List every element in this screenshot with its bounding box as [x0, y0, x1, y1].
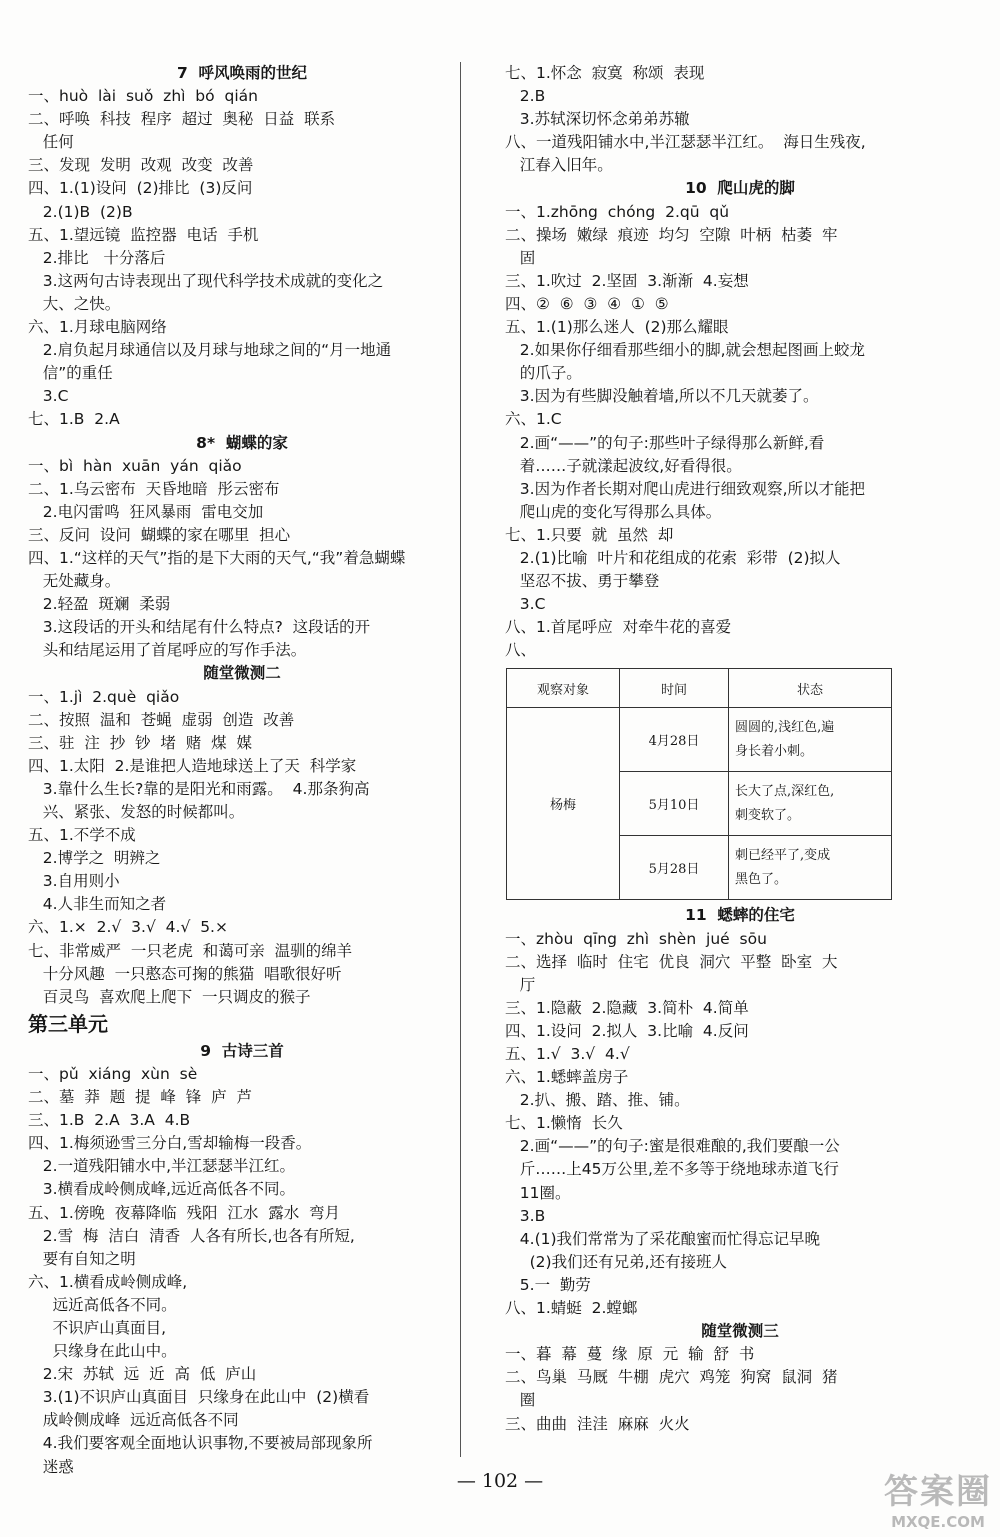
state-line: 身长着小刺。 [735, 743, 814, 759]
answer-line: 四、1.(1)设问 (2)排比 (3)反问 [28, 179, 253, 198]
table-header-state: 状态 [729, 669, 892, 708]
answer-line: 3.因为作者长期对爬山虎进行细致观察,所以才能把 [505, 479, 865, 498]
answer-line: 一、pǔ xiáng xùn sè [28, 1064, 198, 1083]
table-cell-state [729, 836, 892, 900]
answer-line: 3.这段话的开头和结尾有什么特点? 这段话的开 [28, 618, 371, 637]
page-number: — 102 — [456, 1470, 544, 1492]
state-line: 圆圆的,浅红色,遍 [735, 719, 835, 735]
answer-line: 二、鸟巢 马厩 牛棚 虎穴 鸡笼 狗窝 鼠洞 猪 [505, 1368, 838, 1387]
answer-line: 八、一道残阳铺水中,半江瑟瑟半江红。 海日生残夜, [505, 133, 866, 152]
answer-line: 四、② ⑥ ③ ④ ① ⑤ [505, 294, 669, 313]
answer-line: 七、非常威严 一只老虎 和蔼可亲 温驯的绵羊 [28, 941, 353, 960]
answer-line: 头和结尾运用了首尾呼应的写作手法。 [28, 641, 307, 660]
answer-line: 2.轻盈 斑斓 柔弱 [28, 595, 171, 614]
answer-line: 六、1.蟋蟀盖房子 [505, 1068, 629, 1087]
answer-line: 2.博学之 明辨之 [28, 849, 161, 868]
answer-line: 六、1.月球电脑网络 [28, 318, 167, 337]
answer-line: 2.扒、搬、踏、推、铺。 [505, 1091, 690, 1110]
answer-line: 四、1.“这样的天气”指的是下大雨的天气,“我”着急蝴蝶 [28, 548, 406, 567]
answer-line: 二、墓 莽 题 提 峰 锋 庐 芦 [28, 1088, 252, 1107]
section-heading: 10 爬山虎的脚 [685, 179, 795, 198]
answer-line: 二、操场 嫩绿 痕迹 均匀 空隙 叶柄 枯萎 牢 [505, 225, 838, 244]
answer-line: 八、1.首尾呼应 对牵牛花的喜爱 [505, 618, 732, 637]
answer-line: 二、呼唤 科技 程序 超过 奥秘 日益 联系 [28, 110, 336, 129]
section-heading: 7 呼风唤雨的世纪 [176, 64, 308, 82]
right-column-bottom [505, 904, 975, 1435]
section-heading: 随堂微测三 [701, 1322, 779, 1341]
answer-line: 4.(1)我们常常为了采花酿蜜而忙得忘记早晚 [505, 1229, 821, 1248]
section-heading: 9 古诗三首 [200, 1041, 284, 1060]
state-line: 刺变软了。 [735, 807, 801, 823]
answer-line: 七、1.B 2.A [28, 410, 120, 429]
table-cell-date: 5月28日 [620, 836, 729, 900]
answer-line: 3.C [28, 387, 69, 406]
answer-line: 只缘身在此山中。 [28, 1342, 177, 1361]
observation-table [506, 668, 892, 900]
answer-line: 2.肩负起月球通信以及月球与地球之间的“月一地通 [28, 341, 392, 360]
answer-line: 爬山虎的变化写得那么具体。 [505, 502, 722, 521]
answer-line: 六、1.C [505, 410, 562, 429]
answer-line: 要有自知之明 [28, 1249, 136, 1268]
answer-line: 不识庐山真面目, [28, 1318, 167, 1337]
answer-line: 的爪子。 [505, 364, 582, 383]
answer-line: 信”的重任 [28, 364, 113, 383]
table-cell-date: 4月28日 [620, 708, 729, 772]
answer-line: 八、1.蜻蜓 2.螳螂 [505, 1299, 638, 1318]
answer-line: 一、bì hàn xuān yán qiǎo [28, 456, 242, 475]
answer-line: 四、1.设问 2.拟人 3.比喻 4.反问 [505, 1021, 749, 1040]
answer-line: 3.(1)不识庐山真面目 只缘身在此山中 (2)横看 [28, 1388, 370, 1407]
answer-line: 七、1.怀念 寂寞 称颂 表现 [505, 64, 705, 82]
answer-line: 2.雪 梅 洁白 清香 人各有所长,也各有所短, [28, 1226, 355, 1245]
answer-line: 五、1.√ 3.√ 4.√ [505, 1045, 630, 1063]
left-column [28, 62, 456, 1479]
answer-line: 固 [505, 248, 536, 267]
answer-line: 4.我们要客观全面地认识事物,不要被局部现象所 [28, 1434, 373, 1453]
answer-line: 5.一 勤劳 [505, 1275, 591, 1294]
answer-line: 二、按照 温和 苍蝇 虚弱 创造 改善 [28, 710, 295, 729]
watermark-text: 答案圈 [884, 1472, 992, 1512]
answer-line: 十分风趣 一只憨态可掬的熊猫 唱歌很好听 [28, 964, 342, 983]
answer-line: 坚忍不拔、勇于攀登 [505, 572, 660, 591]
answer-line: 3.横看成岭侧成峰,远近高低各不同。 [28, 1180, 295, 1199]
answer-line: 2.宋 苏轼 远 近 高 低 庐山 [28, 1365, 257, 1384]
answer-line: 3.靠什么生长?靠的是阳光和雨露。 4.那条狗高 [28, 779, 370, 798]
answer-line: 七、1.懒惰 长久 [505, 1114, 623, 1133]
answer-line: 3.自用则小 [28, 872, 120, 891]
answer-line: 四、1.太阳 2.是谁把人造地球送上了天 科学家 [28, 756, 357, 775]
answer-line: 一、1.zhōng chóng 2.qū qǔ [505, 202, 730, 221]
column-divider [460, 62, 461, 1457]
answer-line: (2)我们还有兄弟,还有接班人 [505, 1252, 728, 1271]
table-row [507, 708, 892, 772]
table-cell-date: 5月10日 [620, 772, 729, 836]
right-column [505, 62, 975, 1436]
answer-line: 三、发现 发明 改观 改变 改善 [28, 156, 254, 175]
watermark-url: MXQE.COM [891, 1513, 985, 1531]
table-cell-state [729, 772, 892, 836]
answer-line: 2.一道残阳铺水中,半江瑟瑟半江红。 [28, 1157, 295, 1176]
answer-line: 五、1.不学不成 [28, 826, 136, 845]
answer-line: 百灵鸟 喜欢爬上爬下 一只调皮的猴子 [28, 987, 311, 1006]
table-cell-state [729, 708, 892, 772]
answer-line: 远近高低各不同。 [28, 1295, 177, 1314]
answer-line: 一、zhòu qīng zhì shèn jué sōu [505, 929, 767, 948]
table-cell-subject: 杨梅 [507, 708, 620, 900]
answer-line: 3.C [505, 595, 546, 614]
answer-line: 大、之快。 [28, 294, 121, 313]
answer-line: 3.苏轼深切怀念弟弟苏辙 [505, 110, 690, 129]
answer-line: 三、反问 设问 蝴蝶的家在哪里 担心 [28, 525, 291, 544]
answer-line: 2.画“——”的句子:那些叶子绿得那么新鲜,看 [505, 433, 825, 452]
section-heading: 随堂微测二 [203, 664, 281, 683]
answer-line: 3.因为有些脚没触着墙,所以不几天就萎了。 [505, 387, 819, 406]
answer-line: 11圈。 [505, 1183, 571, 1202]
answer-line: 一、huò lài suǒ zhì bó qián [28, 87, 258, 106]
answer-line: 圈 [505, 1391, 536, 1410]
answer-line: 3.这两句古诗表现出了现代科学技术成就的变化之 [28, 271, 384, 290]
answer-line: 成岭侧成峰 远近高低各不同 [28, 1411, 239, 1430]
answer-line: 五、1.望远镜 监控器 电话 手机 [28, 225, 259, 244]
answer-line: 2.(1)B (2)B [28, 202, 133, 221]
answer-line: 2.如果你仔细看那些细小的脚,就会想起图画上蛟龙 [505, 341, 865, 360]
answer-line: 厅 [505, 975, 536, 994]
answer-line: 七、1.只要 就 虽然 却 [505, 525, 674, 544]
section-heading: 11 蟋蟀的住宅 [685, 906, 795, 925]
answer-line: 三、驻 注 抄 钞 堵 赌 煤 媒 [28, 733, 252, 752]
watermark-logo [884, 1464, 992, 1531]
answer-line: 2.(1)比喻 叶片和花组成的花索 彩带 (2)拟人 [505, 548, 841, 567]
answer-line: 4.人非生而知之者 [28, 895, 167, 914]
answer-line: 2.B [505, 87, 546, 106]
answer-line: 着……子就漾起波纹,好看得很。 [505, 456, 742, 475]
section-heading: 8* 蝴蝶的家 [196, 433, 288, 452]
unit-title: 第三单元 [28, 1011, 108, 1036]
answer-line: 任何 [28, 133, 74, 152]
answer-line: 三、1.隐蔽 2.隐藏 3.简朴 4.简单 [505, 998, 749, 1017]
answer-line: 六、1.横看成岭侧成峰, [28, 1272, 188, 1291]
answer-line: 六、1.× 2.√ 3.√ 4.√ 5.× [28, 918, 228, 937]
answer-line: 一、暮 幕 蔓 缘 原 元 输 舒 书 [505, 1345, 755, 1364]
answer-line: 八、 [505, 641, 537, 660]
table-header-subject: 观察对象 [507, 669, 620, 708]
answer-line: 3.B [505, 1206, 546, 1225]
answer-line: 迷惑 [28, 1457, 74, 1476]
table-header-time: 时间 [620, 669, 729, 708]
answer-line: 四、1.梅须逊雪三分白,雪却输梅一段香。 [28, 1134, 312, 1153]
answer-line: 五、1.(1)那么迷人 (2)那么耀眼 [505, 318, 729, 337]
answer-line: 五、1.傍晚 夜幕降临 残阳 江水 露水 弯月 [28, 1203, 341, 1222]
state-line: 黑色了。 [735, 871, 788, 887]
state-line: 长大了点,深红色, [735, 783, 835, 799]
answer-line: 二、1.乌云密布 天昏地暗 彤云密布 [28, 479, 280, 498]
answer-line: 兴、紧张、发怒的时候都叫。 [28, 803, 245, 821]
answer-line: 三、曲曲 洼洼 麻麻 火火 [505, 1414, 690, 1433]
right-column-top [505, 62, 975, 662]
answer-line: 2.画“——”的句子:蜜是很难酿的,我们要酿一公 [505, 1137, 840, 1156]
answer-line: 三、1.吹过 2.坚固 3.渐渐 4.妄想 [505, 271, 749, 290]
answer-line: 一、1.jì 2.què qiǎo [28, 687, 180, 706]
answer-line: 二、选择 临时 住宅 优良 洞穴 平整 卧室 大 [505, 952, 838, 971]
answer-line: 2.电闪雷鸣 狂风暴雨 雷电交加 [28, 502, 264, 521]
answer-line: 斤……上45万公里,差不多等于绕地球赤道飞行 [505, 1160, 839, 1179]
state-line: 刺已经平了,变成 [735, 847, 831, 863]
answer-line: 江春入旧年。 [505, 156, 613, 175]
answer-line: 2.排比 十分落后 [28, 248, 166, 267]
answer-line: 无处藏身。 [28, 572, 121, 591]
table-header-row [507, 669, 892, 708]
answer-line: 三、1.B 2.A 3.A 4.B [28, 1111, 191, 1130]
